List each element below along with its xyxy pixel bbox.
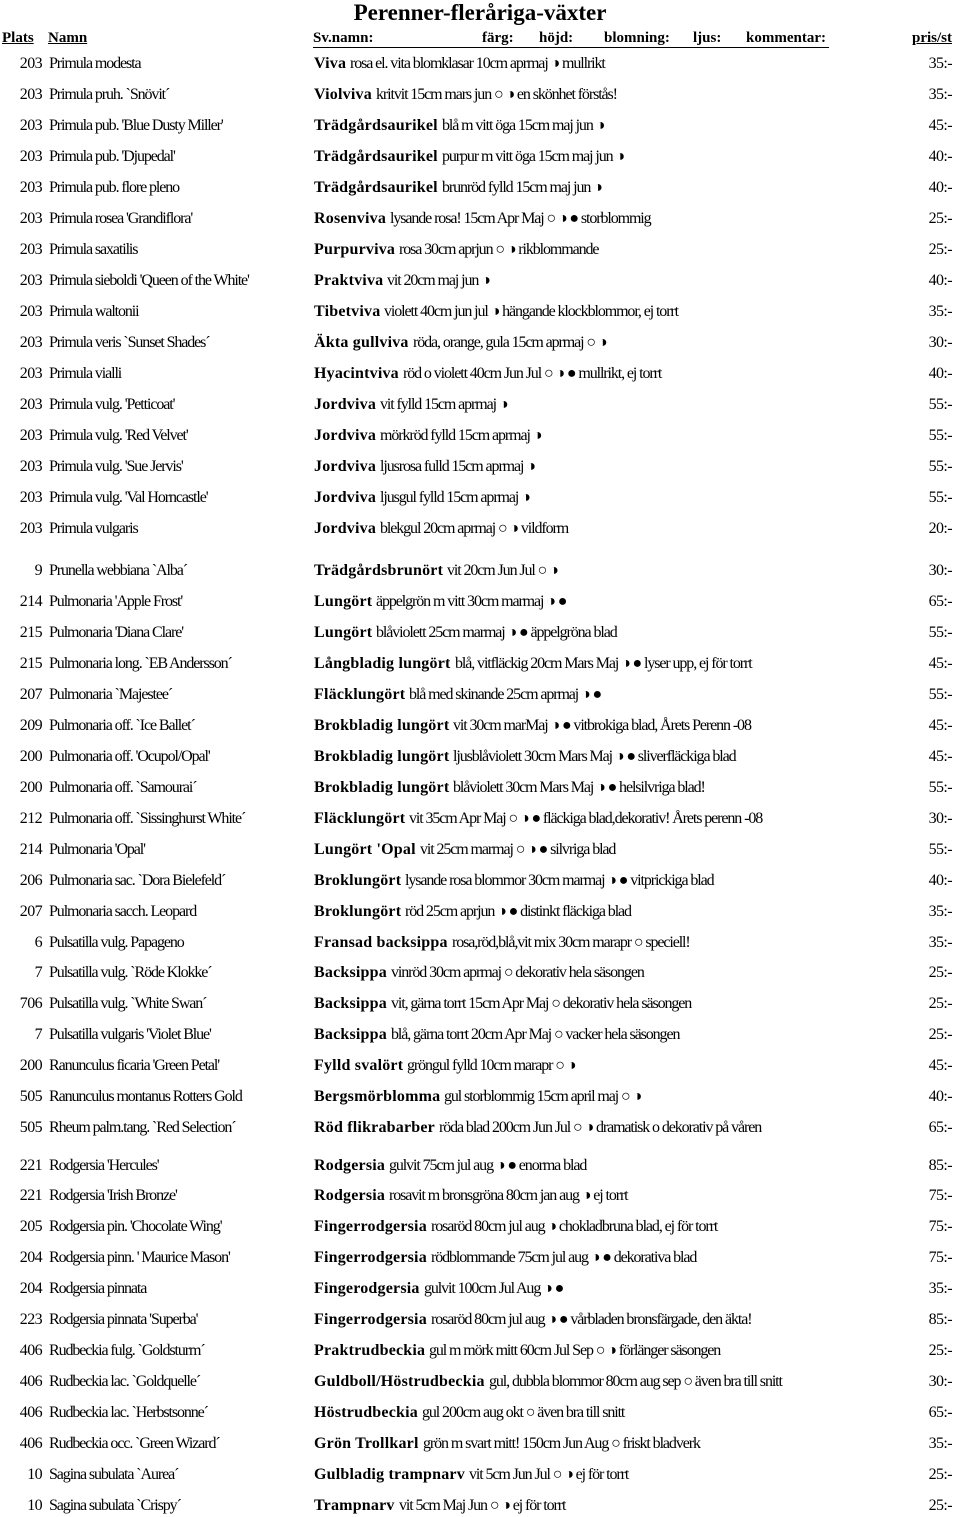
- pris-cell: 35:-: [928, 903, 952, 920]
- details-cell: lysande rosa! 15cm Apr Maj ○ ◑ ● storblommig: [390, 210, 651, 227]
- table-row: [0, 208, 960, 230]
- table-row: [0, 901, 960, 923]
- table-row: [0, 1495, 960, 1517]
- table-row: [0, 425, 960, 447]
- namn-cell: Rodgersia pinnata 'Superba': [49, 1311, 198, 1328]
- svnamn-cell: Hyacintviva: [314, 365, 399, 382]
- svnamn-cell: Backsippa: [314, 995, 387, 1012]
- table-row: [0, 53, 960, 75]
- pris-cell: 35:-: [928, 303, 952, 320]
- plats-cell: 203: [19, 148, 42, 165]
- namn-cell: Primula modesta: [49, 55, 141, 72]
- details-cell: blå, vitfläckig 20cm Mars Maj ◑ ● lyser upp, ej för torrt: [455, 655, 752, 672]
- plats-cell: 207: [19, 903, 42, 920]
- plats-cell: 203: [19, 55, 42, 72]
- svnamn-cell: Jordviva: [314, 489, 377, 506]
- namn-cell: Rheum palm.tang. `Red Selection´: [49, 1119, 236, 1136]
- page-title: Perenner-fleråriga-växter: [353, 0, 607, 25]
- table-row: [0, 1024, 960, 1046]
- svnamn-cell: Fingerrodgersia: [314, 1311, 427, 1328]
- table-row: [0, 1086, 960, 1108]
- table-row: [0, 487, 960, 509]
- namn-cell: Pulmonaria 'Diana Clare': [49, 624, 183, 641]
- details-cell: blå, gärna torrt 20cm Apr Maj ○ vacker hela säsongen: [391, 1026, 680, 1043]
- pris-cell: 30:-: [928, 334, 952, 351]
- details-cell: vit 5cm Maj Jun ○ ◑ ej för torrt: [399, 1497, 566, 1514]
- svnamn-cell: Fläcklungört: [314, 810, 406, 827]
- plats-cell: 505: [19, 1119, 42, 1136]
- namn-cell: Pulsatilla vulg. `Röde Klokke´: [49, 964, 212, 981]
- plats-cell: 203: [19, 86, 42, 103]
- namn-cell: Ranunculus ficaria 'Green Petal': [49, 1057, 220, 1074]
- details-cell: brunröd fylld 15cm maj jun ◑: [442, 179, 602, 196]
- pris-cell: 85:-: [928, 1157, 952, 1174]
- details-cell: gul m mörk mitt 60cm Jul Sep ○ ◑ förlänger säsongen: [429, 1342, 721, 1359]
- pris-cell: 25:-: [928, 964, 952, 981]
- details-cell: rödblommande 75cm jul aug ◑ ● dekorativa blad: [431, 1249, 697, 1266]
- svnamn-cell: Fransad backsippa: [314, 934, 448, 951]
- namn-cell: Rodgersia pinn. ' Maurice Mason': [49, 1249, 230, 1266]
- details-cell: blåviolett 30cm Mars Maj ◑ ● helsilvriga blad!: [453, 779, 705, 796]
- details-cell: purpur m vitt öga 15cm maj jun ◑: [442, 148, 624, 165]
- svnamn-cell: Fylld svalört: [314, 1057, 404, 1074]
- namn-cell: Pulmonaria 'Opal': [49, 841, 145, 858]
- pris-cell: 45:-: [928, 655, 952, 672]
- svnamn-cell: Grön Trollkarl: [314, 1435, 419, 1452]
- pris-cell: 75:-: [928, 1187, 952, 1204]
- pris-cell: 25:-: [928, 1497, 952, 1514]
- plats-cell: 200: [19, 748, 42, 765]
- svnamn-cell: Praktviva: [314, 272, 384, 289]
- svnamn-cell: Trädgårdsaurikel: [314, 148, 438, 165]
- pris-cell: 25:-: [928, 210, 952, 227]
- header-pris: pris/st: [911, 30, 952, 46]
- pris-cell: 30:-: [928, 562, 952, 579]
- svnamn-cell: Långbladig lungört: [314, 655, 451, 672]
- table-row: [0, 301, 960, 323]
- table-row: [0, 177, 960, 199]
- plats-cell: 9: [34, 562, 42, 579]
- namn-cell: Primula vulg. 'Val Horncastle': [49, 489, 208, 506]
- plats-cell: 203: [19, 117, 42, 134]
- svnamn-cell: Brokbladig lungört: [314, 779, 450, 796]
- namn-cell: Primula vulg. 'Red Velvet': [49, 427, 188, 444]
- plats-cell: 406: [19, 1373, 42, 1390]
- table-row: [0, 332, 960, 354]
- namn-cell: Rudbeckia occ. `Green Wizard´: [49, 1435, 220, 1452]
- svnamn-cell: Jordviva: [314, 458, 377, 475]
- table-row: [0, 518, 960, 540]
- table-row: [0, 1117, 960, 1139]
- table-row: [0, 394, 960, 416]
- plats-cell: 406: [19, 1404, 42, 1421]
- namn-cell: Rudbeckia lac. `Goldquelle´: [49, 1373, 201, 1390]
- svnamn-cell: Purpurviva: [314, 241, 396, 258]
- table-row: [0, 591, 960, 613]
- table-row: [0, 622, 960, 644]
- header-farg: färg:: [482, 30, 514, 46]
- svnamn-cell: Fläcklungört: [314, 686, 406, 703]
- table-row: [0, 808, 960, 830]
- svnamn-cell: Jordviva: [314, 520, 377, 537]
- table-row: [0, 363, 960, 385]
- header-blomning: blomning:: [604, 30, 670, 46]
- namn-cell: Pulmonaria 'Apple Frost': [49, 593, 183, 610]
- plats-cell: 203: [19, 427, 42, 444]
- details-cell: äppelgrön m vitt 30cm marmaj ◑ ●: [376, 593, 567, 610]
- plats-cell: 505: [19, 1088, 42, 1105]
- svnamn-cell: Trädgårdsaurikel: [314, 179, 438, 196]
- plats-cell: 214: [19, 593, 42, 610]
- plats-cell: 6: [34, 934, 42, 951]
- plats-cell: 203: [19, 272, 42, 289]
- namn-cell: Primula vulg. 'Sue Jervis': [49, 458, 183, 475]
- svnamn-cell: Trampnarv: [314, 1497, 395, 1514]
- svnamn-cell: Violviva: [314, 86, 372, 103]
- details-cell: blå m vitt öga 15cm maj jun ◑: [442, 117, 605, 134]
- namn-cell: Primula pub. 'Djupedal': [49, 148, 175, 165]
- details-cell: mörkröd fylld 15cm aprmaj ◑: [380, 427, 542, 444]
- svnamn-cell: Tibetviva: [314, 303, 381, 320]
- table-row: [0, 1340, 960, 1362]
- table-row: [0, 932, 960, 954]
- details-cell: grön m svart mitt! 150cm Jun Aug ○ friskt bladverk: [423, 1435, 700, 1452]
- details-cell: ljusrosa fulld 15cm aprmaj ◑: [380, 458, 535, 475]
- plats-cell: 205: [19, 1218, 42, 1235]
- namn-cell: Pulmonaria sacch. Leopard: [49, 903, 197, 920]
- namn-cell: Pulmonaria `Majestee´: [49, 686, 173, 703]
- svnamn-cell: Röd flikrabarber: [314, 1119, 435, 1136]
- pris-cell: 45:-: [928, 748, 952, 765]
- details-cell: vit 30cm marMaj ◑ ● vitbrokiga blad, Årets Perenn -08: [453, 717, 751, 734]
- namn-cell: Pulsatilla vulg. `White Swan´: [49, 995, 207, 1012]
- table-row: [0, 870, 960, 892]
- details-cell: rosaröd 80cm jul aug ◑ ● vårbladen bronsfärgade, den äkta!: [431, 1311, 752, 1328]
- details-cell: vit 5cm Jun Jul ○ ◑ ej för torrt: [469, 1466, 629, 1483]
- svnamn-cell: Backsippa: [314, 1026, 387, 1043]
- plats-cell: 204: [19, 1280, 42, 1297]
- pris-cell: 45:-: [928, 717, 952, 734]
- svnamn-cell: Jordviva: [314, 396, 377, 413]
- pris-cell: 55:-: [928, 427, 952, 444]
- table-row: [0, 239, 960, 261]
- svnamn-cell: Rodgersia: [314, 1187, 386, 1204]
- pris-cell: 30:-: [928, 810, 952, 827]
- namn-cell: Rudbeckia fulg. `Goldsturm´: [49, 1342, 205, 1359]
- pris-cell: 25:-: [928, 1026, 952, 1043]
- details-cell: blå med skinande 25cm aprmaj ◑ ●: [409, 686, 602, 703]
- plats-cell: 203: [19, 303, 42, 320]
- details-cell: röda blad 200cm Jun Jul ○ ◑ dramatisk o dekorativ på våren: [439, 1119, 762, 1136]
- table-row: [0, 839, 960, 861]
- table-row: [0, 1278, 960, 1300]
- details-cell: rosavit m bronsgröna 80cm jan aug ◑ ej torrt: [389, 1187, 628, 1204]
- svnamn-cell: Äkta gullviva: [314, 334, 409, 351]
- details-cell: rosaröd 80cm jul aug ◑ chokladbruna blad, ej för torrt: [431, 1218, 718, 1235]
- svnamn-cell: Bergsmörblomma: [314, 1088, 441, 1105]
- details-cell: röda, orange, gula 15cm aprmaj ○ ◑: [413, 334, 607, 351]
- table-row: [0, 1464, 960, 1486]
- details-cell: gröngul fylld 10cm marapr ○ ◑: [407, 1057, 576, 1074]
- pris-cell: 45:-: [928, 117, 952, 134]
- table-row: [0, 1433, 960, 1455]
- namn-cell: Sagina subulata `Aurea´: [49, 1466, 179, 1483]
- details-cell: rosa 30cm aprjun ○ ◑ rikblommande: [399, 241, 599, 258]
- namn-cell: Rodgersia 'Irish Bronze': [49, 1187, 177, 1204]
- header-svnamn: Sv.namn:: [313, 30, 374, 46]
- details-cell: lysande rosa blommor 30cm marmaj ◑ ● vitprickiga blad: [405, 872, 714, 889]
- svnamn-cell: Brokbladig lungört: [314, 717, 450, 734]
- header-rule: [313, 47, 829, 48]
- table-row: [0, 270, 960, 292]
- pris-cell: 55:-: [928, 686, 952, 703]
- pris-cell: 40:-: [928, 148, 952, 165]
- namn-cell: Rudbeckia lac. `Herbstsonne´: [49, 1404, 208, 1421]
- details-cell: röd o violett 40cm Jun Jul ○ ◑ ● mullrikt, ej torrt: [403, 365, 662, 382]
- plats-cell: 203: [19, 179, 42, 196]
- table-row: [0, 1185, 960, 1207]
- header-ljus: ljus:: [693, 30, 722, 46]
- details-cell: gulvit 75cm jul aug ◑ ● enorma blad: [389, 1157, 587, 1174]
- namn-cell: Primula veris `Sunset Shades´: [49, 334, 210, 351]
- pris-cell: 40:-: [928, 872, 952, 889]
- namn-cell: Primula pub. 'Blue Dusty Miller': [49, 117, 223, 134]
- svnamn-cell: Fingerrodgersia: [314, 1249, 427, 1266]
- namn-cell: Primula sieboldi 'Queen of the White': [49, 272, 249, 289]
- details-cell: rosa el. vita blomklasar 10cm aprmaj ◑ mullrikt: [350, 55, 605, 72]
- plats-cell: 215: [19, 655, 42, 672]
- details-cell: vinröd 30cm aprmaj ○ dekorativ hela säsongen: [391, 964, 644, 981]
- svnamn-cell: Broklungört: [314, 872, 402, 889]
- table-row: [0, 715, 960, 737]
- svnamn-cell: Jordviva: [314, 427, 377, 444]
- namn-cell: Pulsatilla vulg. Papageno: [49, 934, 184, 951]
- namn-cell: Pulmonaria off. 'Ocupol/Opal': [49, 748, 210, 765]
- pris-cell: 35:-: [928, 1435, 952, 1452]
- pris-cell: 55:-: [928, 396, 952, 413]
- plats-cell: 212: [19, 810, 42, 827]
- pris-cell: 25:-: [928, 241, 952, 258]
- plats-cell: 206: [19, 872, 42, 889]
- pris-cell: 35:-: [928, 1280, 952, 1297]
- svnamn-cell: Fingerodgersia: [314, 1280, 420, 1297]
- table-row: [0, 1309, 960, 1331]
- namn-cell: Sagina subulata `Crispy´: [49, 1497, 181, 1514]
- plats-cell: 215: [19, 624, 42, 641]
- table-row: [0, 560, 960, 582]
- plats-cell: 706: [19, 995, 42, 1012]
- svnamn-cell: Praktrudbeckia: [314, 1342, 426, 1359]
- pris-cell: 25:-: [928, 995, 952, 1012]
- plats-cell: 10: [27, 1466, 42, 1483]
- pris-cell: 40:-: [928, 365, 952, 382]
- svnamn-cell: Trädgårdsbrunört: [314, 562, 444, 579]
- svnamn-cell: Höstrudbeckia: [314, 1404, 418, 1421]
- plats-cell: 10: [27, 1497, 42, 1514]
- svnamn-cell: Lungört 'Opal: [314, 841, 416, 858]
- namn-cell: Primula waltonii: [49, 303, 139, 320]
- pris-cell: 40:-: [928, 272, 952, 289]
- details-cell: rosa,röd,blå,vit mix 30cm marapr ○ speciell!: [452, 934, 690, 951]
- header-namn: Namn: [48, 30, 88, 46]
- header-plats: Plats: [2, 30, 34, 46]
- plats-cell: 203: [19, 520, 42, 537]
- namn-cell: Pulmonaria long. `EB Andersson´: [49, 655, 232, 672]
- details-cell: gulvit 100cm Jul Aug ◑ ●: [424, 1280, 564, 1297]
- table-row: [0, 115, 960, 137]
- pris-cell: 65:-: [928, 1119, 952, 1136]
- pris-cell: 65:-: [928, 1404, 952, 1421]
- svnamn-cell: Gulbladig trampnarv: [314, 1466, 465, 1483]
- table-row: [0, 1402, 960, 1424]
- svnamn-cell: Backsippa: [314, 964, 387, 981]
- table-row: [0, 1155, 960, 1177]
- details-cell: ljusblåviolett 30cm Mars Maj ◑ ● sliverfläckiga blad: [453, 748, 736, 765]
- details-cell: gul, dubbla blommor 80cm aug sep ○ även bra till snitt: [489, 1373, 782, 1390]
- namn-cell: Pulmonaria off. `Sissinghurst White´: [49, 810, 246, 827]
- pris-cell: 55:-: [928, 624, 952, 641]
- namn-cell: Primula pub. flore pleno: [49, 179, 180, 196]
- svnamn-cell: Rosenviva: [314, 210, 387, 227]
- details-cell: kritvit 15cm mars jun ○ ◑ en skönhet förstås!: [376, 86, 617, 103]
- table-row: [0, 1055, 960, 1077]
- svnamn-cell: Brokbladig lungört: [314, 748, 450, 765]
- table-row: [0, 84, 960, 106]
- svnamn-cell: Viva: [314, 55, 347, 72]
- svnamn-cell: Fingerrodgersia: [314, 1218, 427, 1235]
- plats-cell: 209: [19, 717, 42, 734]
- namn-cell: Rodgersia 'Hercules': [49, 1157, 159, 1174]
- pris-cell: 65:-: [928, 593, 952, 610]
- plats-cell: 203: [19, 334, 42, 351]
- pris-cell: 55:-: [928, 779, 952, 796]
- plats-cell: 200: [19, 1057, 42, 1074]
- namn-cell: Pulmonaria off. `Ice Ballet´: [49, 717, 195, 734]
- details-cell: ljusgul fylld 15cm aprmaj ◑: [380, 489, 530, 506]
- namn-cell: Rodgersia pin. 'Chocolate Wing': [49, 1218, 222, 1235]
- details-cell: gul 200cm aug okt ○ även bra till snitt: [422, 1404, 625, 1421]
- plats-cell: 207: [19, 686, 42, 703]
- namn-cell: Primula rosea 'Grandiflora': [49, 210, 193, 227]
- namn-cell: Rodgersia pinnata: [49, 1280, 147, 1297]
- table-row: [0, 684, 960, 706]
- svnamn-cell: Lungört: [314, 624, 373, 641]
- details-cell: blekgul 20cm aprmaj ○ ◑ vildform: [380, 520, 569, 537]
- details-cell: vit 20cm maj jun ◑: [387, 272, 490, 289]
- pris-cell: 75:-: [928, 1249, 952, 1266]
- details-cell: violett 40cm jun jul ◑ hängande klockblommor, ej torrt: [384, 303, 678, 320]
- plats-cell: 7: [34, 964, 42, 981]
- namn-cell: Primula pruh. `Snövit´: [49, 86, 170, 103]
- namn-cell: Pulsatilla vulgaris 'Violet Blue': [49, 1026, 211, 1043]
- pris-cell: 75:-: [928, 1218, 952, 1235]
- pris-cell: 40:-: [928, 179, 952, 196]
- plats-cell: 223: [19, 1311, 42, 1328]
- table-row: [0, 993, 960, 1015]
- table-row: [0, 456, 960, 478]
- plats-cell: 221: [19, 1157, 42, 1174]
- plats-cell: 203: [19, 489, 42, 506]
- details-cell: vit 35cm Apr Maj ○ ◑ ● fläckiga blad,dekorativ! Årets perenn -08: [409, 810, 763, 827]
- plats-cell: 406: [19, 1435, 42, 1452]
- plats-cell: 203: [19, 396, 42, 413]
- plats-cell: 214: [19, 841, 42, 858]
- pris-cell: 35:-: [928, 55, 952, 72]
- plats-cell: 203: [19, 458, 42, 475]
- plats-cell: 203: [19, 241, 42, 258]
- plats-cell: 203: [19, 210, 42, 227]
- plats-cell: 406: [19, 1342, 42, 1359]
- table-row: [0, 1247, 960, 1269]
- pris-cell: 35:-: [928, 934, 952, 951]
- header-kommentar: kommentar:: [746, 30, 826, 46]
- pris-cell: 20:-: [928, 520, 952, 537]
- pris-cell: 55:-: [928, 841, 952, 858]
- table-row: [0, 1216, 960, 1238]
- pris-cell: 30:-: [928, 1373, 952, 1390]
- pris-cell: 25:-: [928, 1466, 952, 1483]
- plats-cell: 221: [19, 1187, 42, 1204]
- plats-cell: 200: [19, 779, 42, 796]
- pris-cell: 85:-: [928, 1311, 952, 1328]
- namn-cell: Primula vialli: [49, 365, 122, 382]
- details-cell: blåviolett 25cm marmaj ◑ ● äppelgröna blad: [376, 624, 617, 641]
- table-row: [0, 746, 960, 768]
- plats-cell: 7: [34, 1026, 42, 1043]
- svnamn-cell: Lungört: [314, 593, 373, 610]
- svnamn-cell: Broklungört: [314, 903, 402, 920]
- details-cell: röd 25cm aprjun ◑ ● distinkt fläckiga blad: [405, 903, 631, 920]
- pris-cell: 35:-: [928, 86, 952, 103]
- table-row: [0, 653, 960, 675]
- namn-cell: Primula vulgaris: [49, 520, 138, 537]
- namn-cell: Prunella webbiana `Alba´: [49, 562, 187, 579]
- svnamn-cell: Trädgårdsaurikel: [314, 117, 438, 134]
- table-row: [0, 962, 960, 984]
- namn-cell: Pulmonaria off. `Samourai´: [49, 779, 197, 796]
- namn-cell: Primula saxatilis: [49, 241, 138, 258]
- pris-cell: 55:-: [928, 458, 952, 475]
- plats-cell: 203: [19, 365, 42, 382]
- namn-cell: Primula vulg. 'Petticoat': [49, 396, 175, 413]
- table-row: [0, 777, 960, 799]
- table-row: [0, 146, 960, 168]
- namn-cell: Ranunculus montanus Rotters Gold: [49, 1088, 242, 1105]
- pris-cell: 40:-: [928, 1088, 952, 1105]
- table-row: [0, 1371, 960, 1393]
- svnamn-cell: Rodgersia: [314, 1157, 386, 1174]
- details-cell: gul storblommig 15cm april maj ○ ◑: [444, 1088, 642, 1105]
- namn-cell: Pulmonaria sac. `Dora Bielefeld´: [49, 872, 226, 889]
- details-cell: vit, gärna torrt 15cm Apr Maj ○ dekorativ hela säsongen: [391, 995, 692, 1012]
- header-hojd: höjd:: [539, 30, 574, 46]
- pris-cell: 55:-: [928, 489, 952, 506]
- details-cell: vit 20cm Jun Jul ○ ◑: [447, 562, 558, 579]
- svnamn-cell: Guldboll/Höstrudbeckia: [314, 1373, 485, 1390]
- pris-cell: 25:-: [928, 1342, 952, 1359]
- plats-cell: 204: [19, 1249, 42, 1266]
- details-cell: vit 25cm marmaj ○ ◑ ● silvriga blad: [420, 841, 616, 858]
- details-cell: vit fylld 15cm aprmaj ◑: [380, 396, 508, 413]
- pris-cell: 45:-: [928, 1057, 952, 1074]
